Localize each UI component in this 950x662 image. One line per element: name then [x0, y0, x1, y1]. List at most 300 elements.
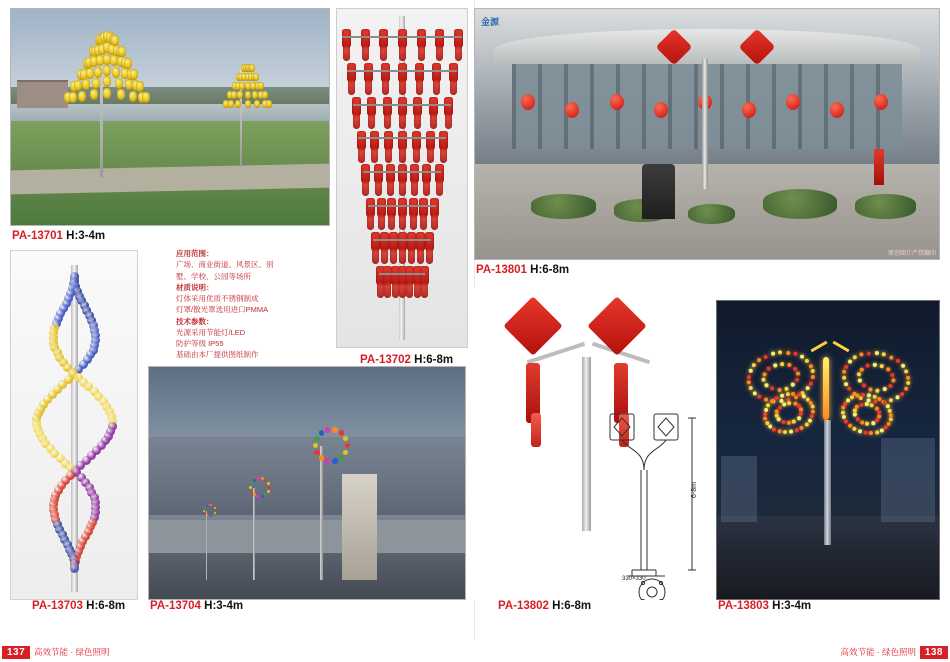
- red-lantern: [440, 148, 447, 163]
- red-lantern: [358, 148, 365, 163]
- yellow-lantern-cluster-secondary: [218, 61, 272, 109]
- page-footer: [0, 640, 950, 662]
- footer-note-right: 高效节能 · 绿色照明: [840, 647, 916, 657]
- red-lantern-tiers: [337, 9, 467, 347]
- wing-bulb: [782, 402, 787, 407]
- pinwheel-bulb: [267, 490, 270, 493]
- background-building-left: [721, 456, 757, 522]
- wing-bulb: [794, 377, 799, 382]
- height-pa-13701: H:3-4m: [66, 230, 106, 242]
- red-lantern: [411, 181, 418, 196]
- red-lantern: [365, 80, 372, 95]
- spec-tech-line-1: 光源采用节能灯/LED: [176, 327, 246, 337]
- wing-bulb: [890, 378, 895, 383]
- height-pa-13704: H:3-4m: [204, 600, 244, 612]
- pinwheel-bulb: [249, 486, 252, 489]
- butterfly-light-motif: [739, 343, 917, 444]
- lamp-pole: [702, 59, 708, 189]
- wing-bulb: [781, 420, 786, 425]
- code-pa-13703: PA-13703: [32, 600, 83, 612]
- wing-bulb: [900, 391, 905, 396]
- wing-bulb: [859, 420, 864, 425]
- wing-bulb: [810, 369, 815, 374]
- pinwheel-bulb: [204, 507, 206, 509]
- pinwheel-cluster: [310, 424, 348, 462]
- red-lantern: [384, 283, 391, 298]
- red-lantern: [384, 114, 391, 129]
- red-lantern: [372, 249, 379, 264]
- wing-bulb: [808, 363, 813, 368]
- tier-bracket: [379, 273, 426, 275]
- footer-note-left: 高效节能 · 绿色照明: [34, 647, 110, 657]
- wing-bulb: [762, 372, 767, 377]
- lantern-bulb: [253, 73, 259, 81]
- wing-bulb: [866, 351, 871, 356]
- red-lantern: [371, 148, 378, 163]
- wing-bulb: [855, 417, 860, 422]
- wing-bulb: [906, 375, 911, 380]
- wing-bulb: [865, 364, 870, 369]
- red-lantern: [378, 215, 385, 230]
- height-pa-13801: H:6-8m: [530, 264, 570, 276]
- wing-bulb: [904, 369, 909, 374]
- red-lantern: [455, 46, 462, 61]
- lantern-bulb: [92, 78, 100, 89]
- caption-pa-13802: [498, 600, 591, 612]
- wing-bulb: [869, 403, 874, 408]
- wing-bulb: [757, 358, 762, 363]
- pinwheel-bulb: [256, 477, 259, 480]
- bead-ornament-strands: [11, 251, 137, 599]
- wing-bulb: [774, 396, 779, 401]
- hedge-shrub: [531, 194, 596, 219]
- wing-bulb: [780, 362, 785, 367]
- red-lantern: [390, 249, 397, 264]
- wing-bulb: [879, 428, 884, 433]
- pinwheel-bulb: [319, 430, 324, 435]
- wing-bulb: [766, 403, 771, 408]
- red-lantern: [368, 114, 375, 129]
- red-lantern: [436, 181, 443, 196]
- red-lantern: [399, 46, 406, 61]
- code-pa-13704: PA-13704: [150, 600, 201, 612]
- hedge-shrub: [688, 204, 734, 224]
- red-lantern: [874, 94, 888, 110]
- product-photo-pa-13701: [10, 8, 330, 226]
- code-pa-13802: PA-13802: [498, 600, 549, 612]
- wing-bulb: [861, 383, 866, 388]
- lantern-bulb: [262, 91, 268, 99]
- pinwheel-bulb: [313, 443, 318, 448]
- wing-bulb: [791, 392, 796, 397]
- red-lantern: [565, 102, 579, 118]
- red-lantern: [399, 249, 406, 264]
- drawing-height-label: 6-8m: [691, 482, 698, 498]
- pinwheel-bulb: [314, 450, 319, 455]
- red-lantern: [417, 249, 424, 264]
- red-lantern: [353, 114, 360, 129]
- red-lantern: [399, 114, 406, 129]
- wing-bulb: [787, 421, 792, 426]
- wing-bulb: [864, 402, 869, 407]
- hedge-shrub: [855, 194, 915, 219]
- wing-bulb: [865, 421, 870, 426]
- brand-logo: 金源: [481, 17, 500, 27]
- red-lantern: [381, 249, 388, 264]
- pinwheel-bulb: [339, 455, 344, 460]
- height-pa-13803: H:3-4m: [772, 600, 812, 612]
- red-lantern: [610, 94, 624, 110]
- pinwheel-bulb: [268, 486, 271, 489]
- wing-bulb: [786, 350, 791, 355]
- pinwheel-bulb: [314, 436, 319, 441]
- wing-bulb: [778, 350, 783, 355]
- wing-bulb: [859, 352, 864, 357]
- height-pa-13703: H:6-8m: [86, 600, 126, 612]
- wing-bulb: [890, 372, 895, 377]
- lantern-bulb: [245, 91, 251, 99]
- caption-pa-13803: [718, 600, 811, 612]
- wing-bulb: [872, 362, 877, 367]
- pinwheel-bulb: [345, 443, 350, 448]
- wing-bulb: [805, 358, 810, 363]
- wing-bulb: [854, 393, 859, 398]
- wing-bulb: [877, 397, 882, 402]
- background-building: [17, 80, 68, 108]
- wing-bulb: [889, 355, 894, 360]
- chinese-knot-ornament: [739, 29, 776, 66]
- wing-bulb: [847, 423, 852, 428]
- wing-bulb: [809, 381, 814, 386]
- wing-bulb: [874, 430, 879, 435]
- red-lantern: [426, 249, 433, 264]
- tassel-left-inner: [531, 413, 541, 447]
- wing-bulb: [882, 352, 887, 357]
- red-lantern: [421, 283, 428, 298]
- wing-bulb: [761, 377, 766, 382]
- wing-bulb: [793, 352, 798, 357]
- wing-bulb: [778, 405, 783, 410]
- red-lantern: [362, 181, 369, 196]
- wing-bulb: [770, 399, 775, 404]
- wing-bulb: [794, 428, 799, 433]
- tier-bracket: [363, 171, 441, 173]
- wing-bulb: [906, 381, 911, 386]
- wing-bulb: [748, 386, 753, 391]
- lantern-bulb: [112, 67, 120, 78]
- pinwheel-bulb: [210, 515, 212, 517]
- wing-bulb: [763, 354, 768, 359]
- wing-bulb: [790, 382, 795, 387]
- pinwheel-bulb: [264, 493, 267, 496]
- pinwheel-bulb: [339, 430, 344, 435]
- wing-bulb: [900, 364, 905, 369]
- red-lantern: [427, 148, 434, 163]
- pinwheel-bulb: [213, 514, 215, 516]
- photo-watermark: 原创图片严禁翻印: [887, 251, 936, 257]
- hedge-shrub: [763, 189, 837, 219]
- red-lantern: [406, 283, 413, 298]
- lantern-bulb: [136, 81, 144, 92]
- caption-pa-13801: [476, 264, 569, 276]
- wing-bulb: [772, 427, 777, 432]
- red-lantern: [375, 181, 382, 196]
- wing-bulb: [857, 372, 862, 377]
- lantern-bulb: [86, 68, 94, 79]
- wing-bulb: [868, 431, 873, 436]
- red-lantern: [433, 80, 440, 95]
- wing-bulb: [888, 383, 893, 388]
- wing-bulb: [788, 401, 793, 406]
- red-lantern: [414, 114, 421, 129]
- height-pa-13702: H:6-8m: [414, 354, 454, 366]
- lantern-bulb: [130, 69, 138, 80]
- lantern-bulb: [103, 88, 111, 99]
- pinwheel-bulb: [208, 515, 210, 517]
- red-lantern: [445, 114, 452, 129]
- red-lantern: [408, 249, 415, 264]
- caption-pa-13701: [12, 230, 105, 242]
- lantern-bulb: [69, 92, 77, 103]
- red-lantern: [399, 283, 406, 298]
- wing-bulb: [852, 355, 857, 360]
- pinwheel-bulb: [343, 450, 348, 455]
- lantern-bulb: [254, 100, 260, 108]
- tier-bracket: [368, 205, 436, 207]
- wing-bulb: [857, 429, 862, 434]
- plaza-decorations: [475, 9, 939, 259]
- red-lantern: [654, 102, 668, 118]
- red-lantern: [450, 80, 457, 95]
- lantern-bulb: [103, 65, 111, 76]
- wing-bulb: [780, 393, 785, 398]
- specification-block: [176, 248, 326, 361]
- wing-bulb: [777, 429, 782, 434]
- red-lantern: [377, 283, 384, 298]
- wing-bulb: [748, 368, 753, 373]
- code-pa-13701: PA-13701: [12, 230, 63, 242]
- lantern-bulb: [78, 91, 86, 102]
- pinwheel-bulb: [261, 495, 264, 498]
- red-lantern: [388, 215, 395, 230]
- red-lantern: [399, 80, 406, 95]
- red-lantern: [414, 283, 421, 298]
- spec-material-heading: 材质说明：: [176, 282, 214, 292]
- pinwheel-bulb: [214, 507, 216, 509]
- product-photo-pa-13801: [474, 8, 940, 260]
- product-photo-pa-13703: [10, 250, 138, 600]
- technical-drawing-pa-13802: [592, 410, 710, 600]
- lantern-bulb: [115, 78, 123, 89]
- wing-bulb: [870, 421, 875, 426]
- wing-bulb: [841, 375, 846, 380]
- pinwheel-bulb: [319, 455, 324, 460]
- lantern-bulb: [266, 100, 272, 108]
- spec-scope-line-1: 广场、商业街道、风景区、别: [176, 260, 274, 270]
- wing-bulb: [840, 410, 845, 415]
- wing-bulb: [787, 363, 792, 368]
- red-lantern: [387, 181, 394, 196]
- wing-bulb: [852, 426, 857, 431]
- wing-bulb: [752, 391, 757, 396]
- red-lantern: [399, 181, 406, 196]
- lantern-bulb: [82, 79, 90, 90]
- wing-bulb: [770, 351, 775, 356]
- red-lantern: [423, 181, 430, 196]
- caption-pa-13702: [360, 354, 453, 366]
- red-lantern: [343, 46, 350, 61]
- wing-bulb: [882, 387, 887, 392]
- lantern-bulb: [235, 100, 241, 108]
- red-lantern: [399, 215, 406, 230]
- pinwheel-bulb: [267, 482, 270, 485]
- pinwheel-bulb: [256, 495, 259, 498]
- wing-bulb: [857, 378, 862, 383]
- tier-bracket: [342, 36, 462, 38]
- red-lantern: [418, 46, 425, 61]
- pinwheel-bulb: [250, 482, 253, 485]
- red-lantern: [362, 46, 369, 61]
- lantern-bulb: [90, 89, 98, 100]
- folio-right: 138: [920, 646, 948, 659]
- tier-bracket: [347, 70, 456, 72]
- wing-bulb: [764, 382, 769, 387]
- wing-bulb: [843, 364, 848, 369]
- wing-bulb: [895, 359, 900, 364]
- pinwheel-bulb: [261, 477, 264, 480]
- spec-tech-heading: 技术参数：: [176, 316, 214, 326]
- wing-bulb: [841, 369, 846, 374]
- lantern-bulb: [228, 100, 234, 108]
- wing-bulb: [866, 393, 871, 398]
- ornament-bead: [70, 564, 79, 573]
- wing-bulb: [804, 422, 809, 427]
- tier-bracket: [373, 239, 430, 241]
- wing-bulb: [874, 351, 879, 356]
- red-lantern: [786, 94, 800, 110]
- wing-bulb: [800, 425, 805, 430]
- pinwheel-bulb: [325, 458, 330, 463]
- wing-bulb: [886, 367, 891, 372]
- wing-bulb: [792, 366, 797, 371]
- wing-bulb: [769, 386, 774, 391]
- wing-bulb: [808, 418, 813, 423]
- red-lantern: [420, 215, 427, 230]
- lantern-bulb: [129, 91, 137, 102]
- red-lantern: [367, 215, 374, 230]
- wing-bulb: [792, 419, 797, 424]
- red-column-light: [874, 149, 884, 185]
- wing-bulb: [797, 416, 802, 421]
- wing-bulb: [904, 386, 909, 391]
- wing-bulb: [858, 402, 863, 407]
- lantern-bulb: [245, 100, 251, 108]
- red-lantern: [392, 283, 399, 298]
- red-lantern: [416, 80, 423, 95]
- spec-tech-line-3: 基础由本厂提供图纸制作: [176, 350, 259, 360]
- wing-bulb: [810, 375, 815, 380]
- background-building-right: [881, 438, 934, 521]
- lamp-pole: [582, 357, 591, 531]
- wing-bulb: [751, 363, 756, 368]
- wing-bulb: [863, 430, 868, 435]
- red-lantern: [830, 102, 844, 118]
- pinwheel-bulb: [325, 427, 330, 432]
- code-pa-13702: PA-13702: [360, 354, 411, 366]
- red-lantern: [430, 114, 437, 129]
- spec-material-line-2: 灯罩/散光罩选用进口PMMA: [176, 305, 269, 315]
- spec-scope-line-2: 墅、学校、公园等场所: [176, 271, 251, 281]
- butterfly-antenna-left: [811, 340, 828, 352]
- wing-bulb: [874, 418, 879, 423]
- wing-bulb: [800, 354, 805, 359]
- lantern-bulb: [94, 67, 102, 78]
- product-photo-pa-13704: [148, 366, 466, 600]
- caption-pa-13704: [150, 600, 243, 612]
- red-lantern: [410, 215, 417, 230]
- lantern-bulb: [118, 46, 126, 57]
- street-lamp-pole: [320, 446, 323, 581]
- pinwheel-bulb: [343, 436, 348, 441]
- pinwheel-bulb: [332, 427, 337, 432]
- red-lantern: [399, 148, 406, 163]
- spec-material-line-1: 灯体采用优质不锈钢制成: [176, 294, 259, 303]
- red-lantern: [348, 80, 355, 95]
- wing-bulb: [772, 363, 777, 368]
- drawing-base-label: 330×330: [622, 576, 646, 582]
- wing-bulb: [783, 430, 788, 435]
- red-lantern: [521, 94, 535, 110]
- red-lantern: [431, 215, 438, 230]
- chinese-knot-left: [503, 296, 562, 355]
- chinese-knot-ornament: [655, 29, 692, 66]
- red-lantern: [413, 148, 420, 163]
- wing-bulb: [859, 367, 864, 372]
- red-lantern: [380, 46, 387, 61]
- street-lamp-pole: [253, 488, 255, 581]
- lantern-bulb: [103, 76, 111, 87]
- spec-scope-heading: 应用范围：: [176, 249, 214, 258]
- red-lantern: [385, 148, 392, 163]
- street-lamp-group: [149, 367, 465, 599]
- wing-bulb: [847, 359, 852, 364]
- pinwheel-cluster: [202, 503, 216, 517]
- lantern-bulb: [124, 58, 132, 69]
- pinwheel-bulb: [253, 479, 256, 482]
- pinwheel-cluster: [247, 475, 269, 497]
- wing-bulb: [766, 367, 771, 372]
- wing-bulb: [746, 374, 751, 379]
- code-pa-13801: PA-13801: [476, 264, 527, 276]
- wing-bulb: [789, 429, 794, 434]
- pinwheel-bulb: [253, 493, 256, 496]
- product-photo-pa-13702: [336, 8, 468, 348]
- red-lantern: [742, 102, 756, 118]
- lantern-bulb: [231, 91, 237, 99]
- lantern-bulb: [252, 91, 258, 99]
- tier-bracket: [353, 104, 452, 106]
- folio-left: 137: [2, 646, 30, 659]
- caption-pa-13703: [32, 600, 125, 612]
- lantern-bulb: [237, 91, 243, 99]
- yellow-lantern-cluster-main: [62, 26, 145, 99]
- lantern-bulb: [249, 64, 255, 72]
- wing-bulb: [879, 364, 884, 369]
- code-pa-13803: PA-13803: [718, 600, 769, 612]
- wing-bulb: [860, 393, 865, 398]
- tier-bracket: [358, 137, 446, 139]
- wing-bulb: [785, 392, 790, 397]
